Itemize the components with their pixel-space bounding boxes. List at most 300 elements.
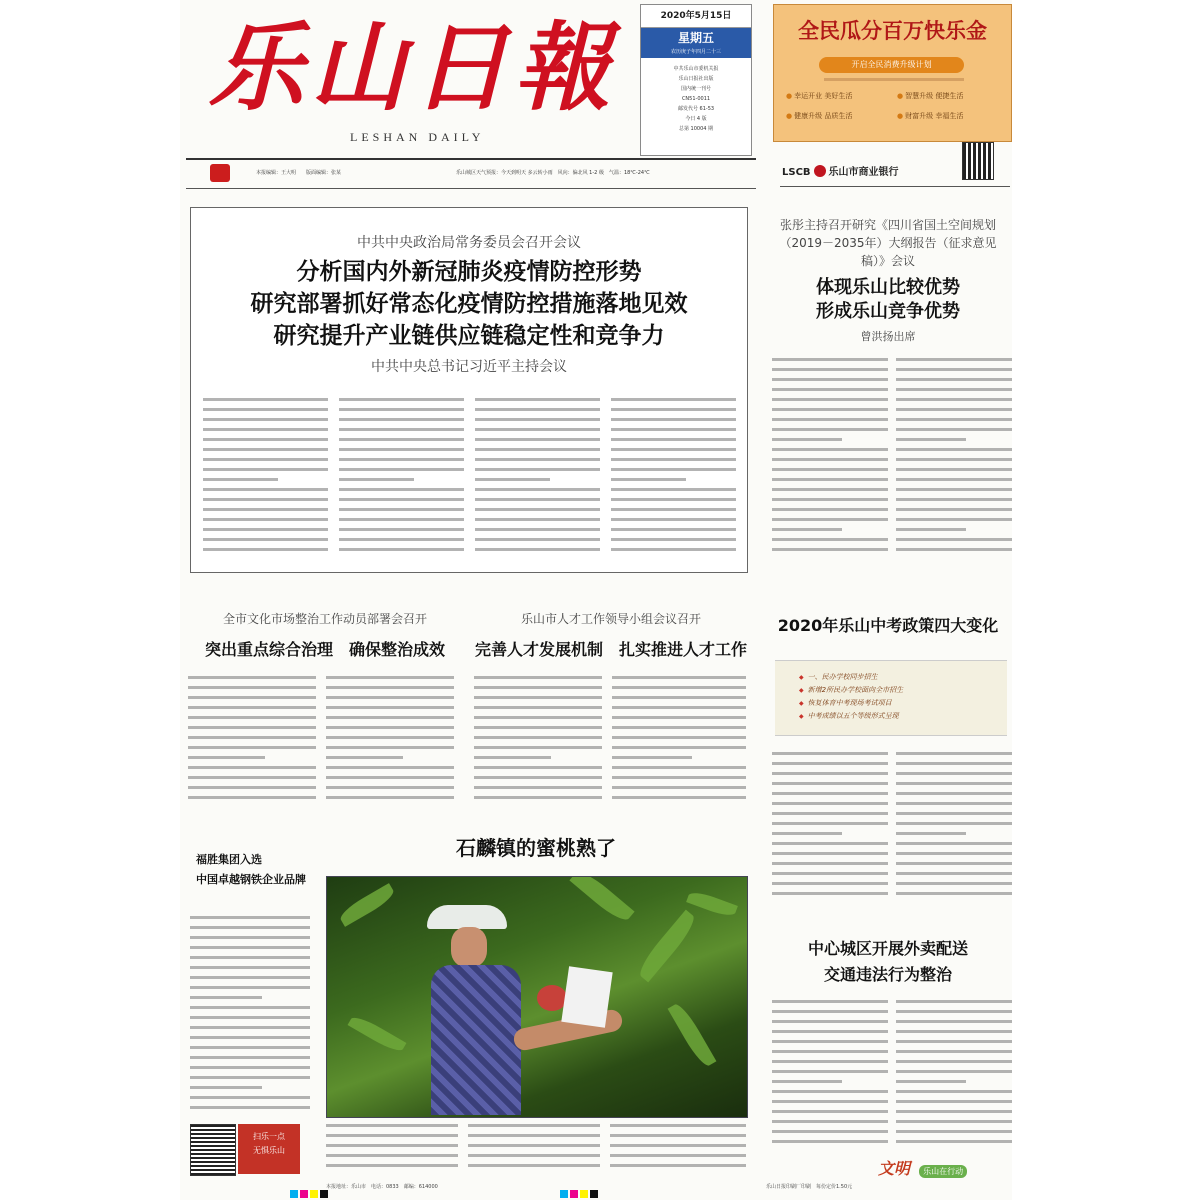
text-line	[611, 428, 736, 431]
text-line	[611, 438, 736, 441]
text-line	[468, 1144, 600, 1147]
text-line	[190, 956, 310, 959]
text-line	[475, 508, 600, 511]
text-line	[896, 1020, 1012, 1023]
exam-highlights	[775, 660, 1007, 736]
text-line	[896, 1060, 1012, 1063]
text-line	[190, 1016, 310, 1019]
text-line	[190, 1106, 310, 1109]
text-line	[474, 786, 602, 789]
right-top-byline: 曾洪扬出席	[860, 330, 916, 343]
text-line	[896, 1080, 966, 1083]
text-line	[772, 1090, 888, 1093]
lunar-date: 农历庚子年四月二十三	[670, 49, 721, 55]
text-line	[772, 1030, 888, 1033]
text-line	[610, 1124, 746, 1127]
lead-body-column	[339, 398, 464, 558]
text-line	[772, 438, 842, 441]
text-line	[611, 548, 736, 551]
text-line	[896, 832, 966, 835]
lead-byline: 中共中央总书记习近平主持会议	[371, 359, 567, 375]
text-line	[896, 852, 1012, 855]
text-line	[474, 726, 602, 729]
newspaper-logo-icon	[210, 164, 230, 182]
text-line	[339, 448, 464, 451]
text-line	[896, 508, 1012, 511]
text-line	[203, 528, 328, 531]
text-line	[190, 1096, 310, 1099]
farmer-figure	[417, 897, 537, 1117]
text-line	[326, 796, 454, 799]
text-line	[772, 1110, 888, 1113]
text-line	[326, 1124, 458, 1127]
talent-body-column	[612, 676, 746, 806]
text-line	[772, 1100, 888, 1103]
text-line	[896, 822, 1012, 825]
text-line	[203, 518, 328, 521]
text-line	[772, 822, 888, 825]
text-line	[190, 1066, 310, 1069]
text-line	[611, 528, 736, 531]
text-line	[475, 518, 600, 521]
bank-emblem-icon	[814, 165, 826, 177]
peach-body-column	[468, 1124, 600, 1176]
issue-info-line: 邮发代号 61-53	[677, 106, 715, 112]
text-line	[326, 706, 454, 709]
text-line	[326, 766, 454, 769]
text-line	[896, 1120, 1012, 1123]
right-top-kicker: 张彤主持召开研究《四川省国土空间规划（2019－2035年）大纲报告（征求意见稿）》会议	[779, 218, 997, 268]
app-promo-badge[interactable]	[238, 1124, 300, 1174]
text-line	[896, 398, 1012, 401]
text-line	[188, 796, 316, 799]
text-line	[468, 1164, 600, 1167]
text-line	[188, 746, 316, 749]
text-line	[612, 766, 746, 769]
text-line	[475, 458, 600, 461]
text-line	[203, 508, 328, 511]
text-line	[896, 1070, 1012, 1073]
registration-swatch-black	[590, 1190, 598, 1198]
text-line	[896, 1000, 1012, 1003]
text-line	[326, 786, 454, 789]
text-line	[772, 842, 888, 845]
text-line	[190, 936, 310, 939]
lead-headline-3: 研究提升产业链供应链稳定性和竞争力	[273, 323, 665, 349]
delivery-story[interactable]	[764, 936, 1012, 988]
text-line	[339, 518, 464, 521]
text-line	[612, 776, 746, 779]
ad-item: ● 健康升级 品质生活	[786, 111, 889, 121]
footer-address: 本报地址：乐山市 电话：0833 邮编：614000	[326, 1184, 438, 1190]
text-line	[772, 378, 888, 381]
leaf-shape	[668, 1001, 717, 1070]
qr-code-icon[interactable]	[962, 142, 994, 180]
ad-fineprint	[824, 78, 964, 87]
fruit-bag	[561, 966, 612, 1028]
text-line	[474, 736, 602, 739]
weekday-label: 星期五	[677, 31, 714, 45]
text-line	[772, 548, 888, 551]
text-line	[896, 1010, 1012, 1013]
text-line	[772, 528, 842, 531]
exam-policy-story[interactable]	[764, 613, 1012, 636]
text-line	[612, 796, 746, 799]
registration-swatch-yellow	[310, 1190, 318, 1198]
text-line	[772, 1080, 842, 1083]
text-line	[190, 1036, 310, 1039]
text-line	[188, 726, 316, 729]
registration-swatch-yellow	[580, 1190, 588, 1198]
text-line	[896, 538, 1012, 541]
text-line	[772, 1050, 888, 1053]
text-line	[772, 388, 888, 391]
text-line	[190, 946, 310, 949]
culture-body-column	[188, 676, 316, 806]
lead-headline-2: 研究部署抓好常态化疫情防控措施落地见效	[250, 291, 688, 317]
text-line	[896, 872, 1012, 875]
text-line	[896, 782, 1012, 785]
issue-info-line: 总第 10004 期	[678, 126, 714, 132]
ad-items	[786, 91, 1000, 121]
text-line	[475, 438, 600, 441]
delivery-body-column	[896, 1000, 1012, 1150]
text-line	[339, 418, 464, 421]
text-line	[203, 428, 328, 431]
text-line	[475, 488, 600, 491]
text-line	[772, 408, 888, 411]
text-line	[896, 1100, 1012, 1103]
exam-headline: 2020年乐山中考政策四大变化	[777, 616, 999, 635]
text-line	[772, 498, 888, 501]
bank-code: LSCB	[782, 167, 811, 178]
delivery-body-column	[772, 1000, 888, 1150]
text-line	[612, 746, 746, 749]
text-line	[772, 458, 888, 461]
text-line	[611, 508, 736, 511]
steel-brand-story[interactable]	[190, 850, 318, 890]
text-line	[326, 756, 403, 759]
text-line	[475, 498, 600, 501]
text-line	[475, 468, 600, 471]
text-line	[896, 842, 1012, 845]
text-line	[896, 1110, 1012, 1113]
text-line	[203, 398, 328, 401]
issue-info-line: 中共乐山市委机关报	[673, 66, 719, 72]
text-line	[772, 882, 888, 885]
text-line	[188, 766, 316, 769]
registration-swatch-cyan	[560, 1190, 568, 1198]
promo-line: 无惧乐山	[253, 1146, 285, 1155]
text-line	[772, 752, 888, 755]
text-line	[896, 478, 1012, 481]
culture-headline: 突出重点综合治理 确保整治成效	[204, 640, 445, 659]
text-line	[190, 916, 310, 919]
date-box	[640, 4, 752, 156]
civilization-text: 文明	[878, 1159, 911, 1178]
ad-item: ● 智慧升级 便捷生活	[897, 91, 1000, 101]
text-line	[896, 752, 1012, 755]
text-line	[475, 428, 600, 431]
steel-headline-2: 中国卓越钢铁企业品牌	[196, 873, 306, 886]
text-line	[339, 398, 464, 401]
text-line	[188, 706, 316, 709]
masthead-title: 乐山日報	[208, 11, 616, 124]
text-line	[326, 746, 454, 749]
text-line	[326, 1154, 458, 1157]
text-line	[610, 1154, 746, 1157]
text-line	[611, 398, 736, 401]
text-line	[612, 756, 692, 759]
text-line	[772, 1130, 888, 1133]
exam-point: ◆ 中考成绩以五个等级形式呈现	[775, 710, 1007, 723]
right-top-body-column	[772, 358, 888, 566]
footer-printer: 乐山日报印刷厂印刷 每份定价1.50元	[766, 1184, 853, 1190]
text-line	[190, 1006, 310, 1009]
peach-harvest-photo[interactable]	[326, 876, 748, 1118]
text-line	[772, 782, 888, 785]
text-line	[475, 398, 600, 401]
text-line	[339, 508, 464, 511]
text-line	[610, 1164, 746, 1167]
lead-story[interactable]	[190, 207, 748, 573]
text-line	[896, 488, 1012, 491]
text-line	[772, 802, 888, 805]
text-line	[772, 1060, 888, 1063]
exam-body-column	[772, 752, 888, 908]
text-line	[896, 518, 1012, 521]
delivery-headline-2: 交通违法行为整治	[823, 965, 952, 984]
text-line	[190, 996, 262, 999]
text-line	[896, 882, 1012, 885]
text-line	[203, 498, 328, 501]
delivery-headline-1: 中心城区开展外卖配送	[807, 939, 968, 958]
registration-swatch-cyan	[290, 1190, 298, 1198]
text-line	[772, 1120, 888, 1123]
exam-point: ◆ 一、民办学校同步招生	[775, 671, 1007, 684]
text-line	[772, 812, 888, 815]
qr-code-icon[interactable]	[190, 1124, 236, 1176]
issue-date: 2020年5月15日	[641, 5, 751, 28]
weather-info: 乐山城区天气预报：今天到明天 多云转小雨 风向：偏北风 1-2 级 气温：18℃-24℃	[456, 170, 650, 176]
text-line	[190, 1026, 310, 1029]
text-line	[203, 458, 328, 461]
text-line	[475, 408, 600, 411]
text-line	[474, 746, 602, 749]
text-line	[772, 1010, 888, 1013]
farmer-face	[451, 927, 487, 967]
text-line	[896, 802, 1012, 805]
text-line	[339, 488, 464, 491]
registration-swatch-magenta	[570, 1190, 578, 1198]
text-line	[772, 832, 842, 835]
text-line	[772, 448, 888, 451]
text-line	[611, 518, 736, 521]
text-line	[339, 478, 414, 481]
text-line	[772, 872, 888, 875]
text-line	[896, 812, 1012, 815]
issue-info	[641, 58, 751, 134]
text-line	[611, 458, 736, 461]
text-line	[611, 468, 736, 471]
text-line	[896, 762, 1012, 765]
text-line	[188, 676, 316, 679]
text-line	[896, 1140, 1012, 1143]
text-line	[772, 538, 888, 541]
text-line	[896, 1130, 1012, 1133]
farmer-shirt	[431, 965, 521, 1115]
text-line	[896, 862, 1012, 865]
text-line	[772, 1040, 888, 1043]
text-line	[190, 976, 310, 979]
talent-kicker: 乐山市人才工作领导小组会议召开	[520, 612, 701, 626]
text-line	[339, 528, 464, 531]
culture-kicker: 全市文化市场整治工作动员部署会召开	[222, 612, 427, 626]
text-line	[190, 926, 310, 929]
text-line	[326, 696, 454, 699]
text-line	[772, 862, 888, 865]
leaf-shape	[634, 910, 699, 983]
lead-headline-1: 分析国内外新冠肺炎疫情防控形势	[296, 259, 642, 285]
text-line	[474, 766, 602, 769]
lead-body-column	[611, 398, 736, 558]
text-line	[326, 726, 454, 729]
text-line	[612, 706, 746, 709]
text-line	[190, 1086, 262, 1089]
text-line	[896, 1040, 1012, 1043]
text-line	[475, 448, 600, 451]
right-top-headline-2: 形成乐山竞争优势	[816, 301, 960, 322]
text-line	[475, 528, 600, 531]
text-line	[610, 1134, 746, 1137]
steel-body-column	[190, 916, 310, 1116]
text-line	[772, 772, 888, 775]
text-line	[611, 448, 736, 451]
text-line	[203, 418, 328, 421]
peach-body-column	[326, 1124, 458, 1176]
ear-bar	[186, 158, 756, 189]
text-line	[203, 448, 328, 451]
text-line	[896, 378, 1012, 381]
text-line	[468, 1124, 600, 1127]
text-line	[474, 756, 551, 759]
text-line	[610, 1144, 746, 1147]
advertisement-banner[interactable]	[773, 4, 1012, 142]
right-top-story[interactable]	[764, 216, 1012, 344]
text-line	[772, 1000, 888, 1003]
issue-info-line: CN51-0011	[681, 96, 711, 102]
civilization-badge	[878, 1156, 1004, 1176]
right-top-body-column	[896, 358, 1012, 566]
ad-subtitle: 开启全民消费升级计划	[819, 57, 964, 73]
text-line	[896, 388, 1012, 391]
sun-hat	[427, 905, 507, 929]
issue-info-line: 乐山日报社出版	[678, 76, 714, 82]
leaf-shape	[348, 1013, 407, 1055]
text-line	[339, 438, 464, 441]
text-line	[326, 1134, 458, 1137]
text-line	[339, 468, 464, 471]
leaf-shape	[569, 876, 634, 925]
text-line	[611, 478, 686, 481]
text-line	[612, 786, 746, 789]
text-line	[612, 676, 746, 679]
text-line	[326, 1164, 458, 1167]
editor-info: 本报编辑：王大明 版面编辑：张某	[256, 170, 342, 176]
text-line	[611, 498, 736, 501]
talent-body-column	[474, 676, 602, 806]
text-line	[203, 478, 278, 481]
text-line	[772, 508, 888, 511]
masthead	[200, 11, 620, 154]
lead-kicker: 中共中央政治局常务委员会召开会议	[357, 235, 581, 251]
peach-headline: 石麟镇的蜜桃熟了	[456, 836, 616, 860]
weekday-badge	[641, 28, 751, 58]
talent-story[interactable]	[474, 610, 748, 660]
masthead-subtitle: LESHAN DAILY	[350, 130, 485, 144]
text-line	[772, 1070, 888, 1073]
bank-logo	[782, 163, 899, 178]
text-line	[339, 538, 464, 541]
text-line	[474, 706, 602, 709]
text-line	[772, 852, 888, 855]
steel-headline-1: 福胜集团入选	[196, 853, 262, 866]
text-line	[474, 686, 602, 689]
exam-point: ◆ 新增2所民办学校面向全市招生	[775, 684, 1007, 697]
text-line	[772, 398, 888, 401]
text-line	[772, 488, 888, 491]
text-line	[896, 528, 966, 531]
text-line	[326, 676, 454, 679]
exam-body-column	[896, 752, 1012, 908]
text-line	[190, 1046, 310, 1049]
text-line	[896, 438, 966, 441]
lead-body-column	[203, 398, 328, 558]
text-line	[188, 756, 265, 759]
text-line	[326, 736, 454, 739]
bank-sponsor[interactable]	[780, 158, 1010, 187]
ad-item: ● 财富升级 幸福生活	[897, 111, 1000, 121]
text-line	[339, 408, 464, 411]
text-line	[896, 1090, 1012, 1093]
ad-item: ● 幸运开业 美好生活	[786, 91, 889, 101]
text-line	[203, 538, 328, 541]
culture-market-story[interactable]	[190, 610, 460, 660]
text-line	[611, 538, 736, 541]
text-line	[612, 686, 746, 689]
text-line	[611, 408, 736, 411]
text-line	[896, 358, 1012, 361]
text-line	[772, 368, 888, 371]
ad-title: 全民瓜分百万快乐金	[798, 19, 987, 43]
text-line	[475, 418, 600, 421]
text-line	[896, 548, 1012, 551]
text-line	[772, 792, 888, 795]
bank-name: 乐山市商业银行	[828, 167, 899, 178]
text-line	[339, 428, 464, 431]
text-line	[203, 468, 328, 471]
text-line	[339, 458, 464, 461]
exam-point: ◆ 恢复体育中考现场考试项目	[775, 697, 1007, 710]
text-line	[468, 1134, 600, 1137]
text-line	[475, 548, 600, 551]
text-line	[326, 716, 454, 719]
text-line	[772, 762, 888, 765]
text-line	[772, 518, 888, 521]
peach-story[interactable]	[326, 832, 746, 861]
text-line	[326, 1144, 458, 1147]
text-line	[611, 418, 736, 421]
